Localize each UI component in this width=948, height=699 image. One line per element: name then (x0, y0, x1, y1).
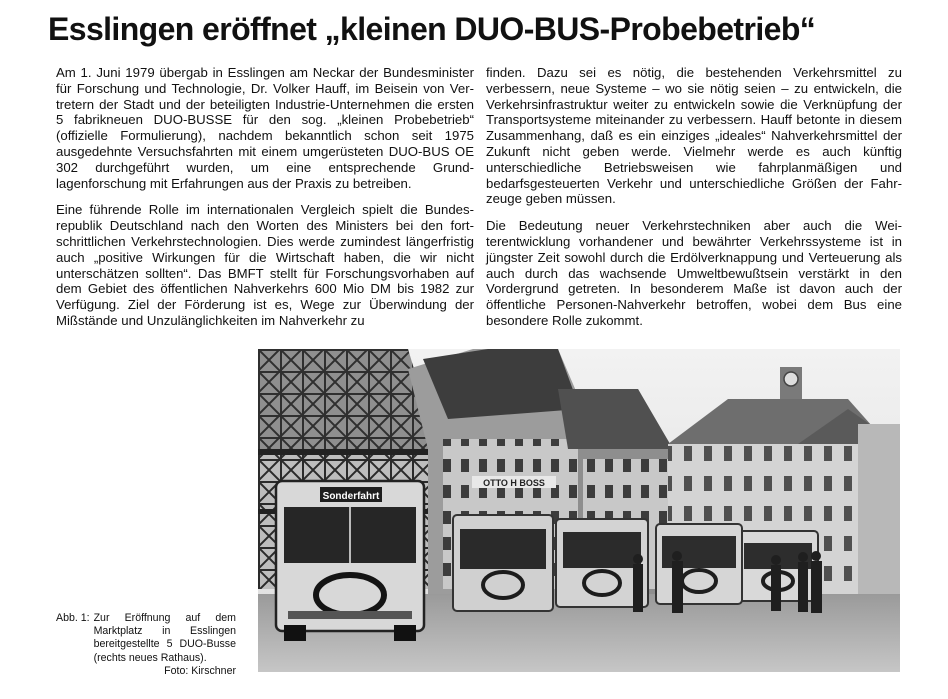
bus-destination-sign: Sonderfahrt (322, 491, 380, 502)
photo-credit: Foto: Kirschner (164, 664, 236, 677)
paragraph: Am 1. Juni 1979 übergab in Esslingen am Neckar der Bundesminister für Forschung und Technologie, Dr. Volker Hauff, im Beisein von Vertretern der Stadt und der beteiligten Industrie-Unternehmen die ersten 5 fabrikneuen DUO-BUSSE für den sog. „kleinen Probebetrieb“ (offizielle Formulierung), nachdem bekanntlich schon seit 1975 ausgedehnte Versuchsfahrten mit einem umgerüsteten DUO-BUS OE 302 durchgeführt wurden, um eine entsprechende Grundlagenforschung mit Erfahrungen aus der Praxis zu betreiben. (56, 65, 474, 191)
figure-caption (56, 612, 236, 678)
paragraph: Eine führende Rolle im internationalen Vergleich spielt die Bundesrepublik Deutschland nach den Worten des Ministers bei den fortschrittlichen Verkehrstechnologien. Dies werde zumindest längerfristig auch „positive Wirkungen für die Wirtschaft haben, die wir nicht unterschätzen sollten“. Das BMFT stellt für Forschungsvorhaben auf dem Gebiet des öffentlichen Nahverkehrs 600 Mio DM bis 1982 zur Verfügung. Ziel der Förderung ist es, Wege zur Überwindung der Mißstände und Unzulänglichkeiten im Nahverkehr zu (56, 202, 474, 328)
caption-label: Abb. 1: (56, 612, 90, 624)
paragraph: finden. Dazu sei es nötig, die bestehenden Verkehrsmittel zu verbessern, neue Systeme – wo sie nötig seien – zu entwickeln, die Verkehrsinfrastruktur weiter zu entwickeln sowie die Verknüpfung der Transportsysteme miteinander zu verbessern. Hauff betonte in diesem Zusammenhang, daß es ein einziges „ideales“ Nahverkehrsmittel der Zukunft nicht geben werde. Vielmehr werde es auch künftig unterschiedliche Betriebsweisen wie fahrplanmäßigen und bedarfsgesteuerten Verkehr und unterschiedliche Größen der Fahrzeuge geben müssen. (486, 65, 902, 207)
shop-sign: OTTO H BOSS (483, 478, 545, 488)
article-title: Esslingen eröffnet „kleinen DUO-BUS-Probebetrieb“ (48, 11, 816, 47)
paragraph: Die Bedeutung neuer Verkehrstechniken aber auch die Weiterentwicklung vorhandener und bewährter Verkehrssysteme ist in jüngster Zeit sowohl durch die Erdölverknappung und Verteuerung als auch durch das wachsende Umweltbewußtsein verstärkt in den Vordergrund getreten. In besonderem Maße ist davon auch der öffentliche Personen-Nahverkehr betroffen, wobei dem Bus eine besondere Rolle zukommt. (486, 218, 902, 328)
bus-2 (453, 515, 553, 611)
text-column-left (56, 65, 474, 340)
caption-text: Zur Eröffnung auf dem Marktplatz in Esslingen bereitgestellte 5 DUO-Busse (rechts neues Rathaus). (93, 612, 236, 664)
bus-4 (656, 524, 742, 604)
text-column-right (486, 65, 902, 340)
photo-market-square-buses (258, 349, 900, 672)
bus-1 (276, 481, 424, 641)
